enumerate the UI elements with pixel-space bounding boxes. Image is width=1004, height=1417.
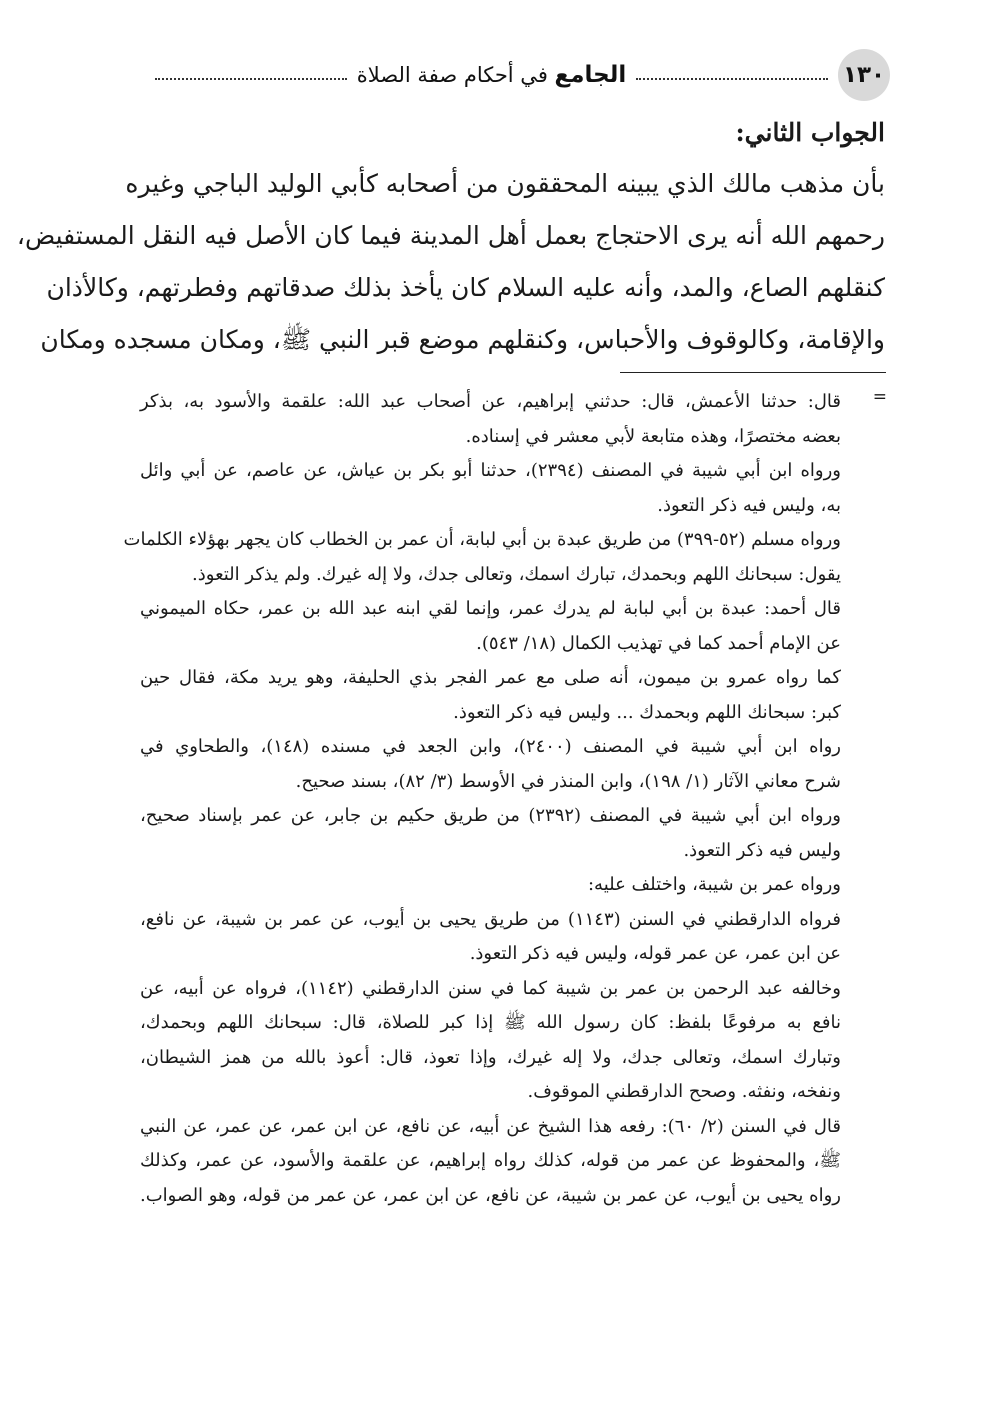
- footnote-line: كما رواه عمرو بن ميمون، أنه صلى مع عمر الفجر بذي الحليفة، وهو يريد مكة، فقال حين: [140, 667, 841, 688]
- main-text-line: بأن مذهب مالك الذي يبينه المحققون من أصحابه كأبي الوليد الباجي وغيره: [125, 169, 885, 198]
- footnote-line: وخالفه عبد الرحمن بن عمر بن شيبة كما في سنن الدارقطني (١١٤٢)، فرواه عن أبيه، عن: [140, 977, 841, 999]
- footnote-lines: [123, 385, 885, 1213]
- main-text: [16, 112, 885, 366]
- footnote-line: شرح معاني الآثار (١/ ١٩٨)، وابن المنذر في الأوسط (٣/ ٨٢)، بسند صحيح.: [295, 770, 841, 792]
- footnote-line: يقول: سبحانك اللهم وبحمدك، تبارك اسمك، وتعالى جدك، ولا إله غيرك. ولم يذكر التعوذ.: [192, 563, 841, 585]
- footnote-line: به، وليس فيه ذكر التعوذ.: [657, 494, 841, 516]
- footnotes: [123, 385, 887, 1213]
- footnote-line: عن ابن عمر، عن عمر قوله، وليس فيه ذكر التعوذ.: [469, 943, 841, 964]
- footnote-continuation-marker: =: [872, 387, 887, 407]
- footnote-line: كبر: سبحانك اللهم وبحمدك ... وليس فيه ذكر التعوذ.: [453, 701, 841, 723]
- footnote-line: ورواه ابن أبي شيبة في المصنف (٢٣٩٢) من طريق حكيم بن جابر، عن عمر بإسناد صحيح،: [140, 805, 841, 826]
- footnote-line: فرواه الدارقطني في السنن (١١٤٣) من طريق يحيى بن أيوب، عن عمر بن شيبة، عن نافع،: [140, 908, 841, 930]
- footnote-line: وليس فيه ذكر التعوذ.: [683, 839, 841, 861]
- footnote-line: ورواه ابن أبي شيبة في المصنف (٢٣٩٤)، حدثنا أبو بكر بن عياش، عن عاصم، عن أبي وائل: [140, 460, 841, 481]
- footnote-line: رواه يحيى بن أيوب، عن عمر بن شيبة، عن نافع، عن ابن عمر، عن عمر من قوله، وهو الصواب.: [140, 1184, 841, 1206]
- footnote-line: ﷺ، والمحفوظ عن عمر من قوله، كذلك رواه إبراهيم، عن علقمة والأسود، عن عمر، وكذلك: [140, 1150, 841, 1171]
- footnote-line: بعضه مختصرًا، وهذه متابعة لأبي معشر في إسناده.: [465, 425, 841, 447]
- footnote-line: ورواه عمر بن شيبة، واختلف عليه:: [587, 874, 841, 895]
- main-text-line: والإقامة، وكالوقوف والأحباس، وكنقلهم موضع قبر النبي ﷺ، ومكان مسجده ومكان: [40, 325, 885, 354]
- header-dotted-leader-right: [636, 78, 828, 80]
- page-number: ١٣٠: [838, 49, 890, 101]
- footnote-line: قال في السنن (٢/ ٦٠): رفعه هذا الشيخ عن أبيه، عن نافع، عن ابن عمر، عن عمر، عن النبي: [140, 1115, 841, 1137]
- header-dotted-leader-left: [155, 78, 347, 80]
- footnote-line: وتبارك اسمك، وتعالى جدك، ولا إله غيرك، وإذا تعوذ، قال: أعوذ بالله من همز الشيطان،: [140, 1046, 841, 1068]
- footnote-line: ورواه مسلم (٥٢-٣٩٩) من طريق عبدة بن أبي لبابة، أن عمر بن الخطاب كان يجهر بهؤلاء الكلمات: [123, 529, 841, 550]
- footnote-line: رواه ابن أبي شيبة في المصنف (٢٤٠٠)، وابن الجعد في مسنده (١٤٨)، والطحاوي في: [140, 736, 841, 757]
- section-heading: الجواب الثاني:: [735, 118, 885, 147]
- main-text-line: كنقلهم الصاع، والمد، وأنه عليه السلام كان يأخذ بذلك صدقاتهم وفطرتهم، وكالأذان: [46, 273, 885, 302]
- main-text-line: رحمهم الله أنه يرى الاحتجاج بعمل أهل المدينة فيما كان الأصل فيه النقل المستفيض،: [16, 221, 885, 250]
- footnote-line: نافع به مرفوعًا بلفظ: كان رسول الله ﷺ إذا كبر للصلاة، قال: سبحانك اللهم وبحمدك،: [140, 1012, 841, 1033]
- book-title: [357, 62, 626, 88]
- footnote-separator: [620, 372, 886, 373]
- book-title-main: الجامع: [554, 62, 627, 88]
- footnote-line: عن الإمام أحمد كما في تهذيب الكمال (١٨/ ٥٤٣).: [476, 632, 841, 654]
- footnote-line: ونفخه، ونفثه. وصحح الدارقطني الموقوف.: [527, 1081, 841, 1102]
- footnote-line: قال: حدثنا الأعمش، قال: حدثني إبراهيم، عن أصحاب عبد الله: علقمة والأسود به، بذكر: [140, 391, 841, 412]
- running-header: [145, 50, 890, 100]
- book-title-rest: ﻓﻲ أحكام صفة الصلاة: [356, 63, 555, 87]
- footnote-line: قال أحمد: عبدة بن أبي لبابة لم يدرك عمر، وإنما لقي ابنه عبد الله بن عمر، حكاه الميموني: [140, 598, 841, 619]
